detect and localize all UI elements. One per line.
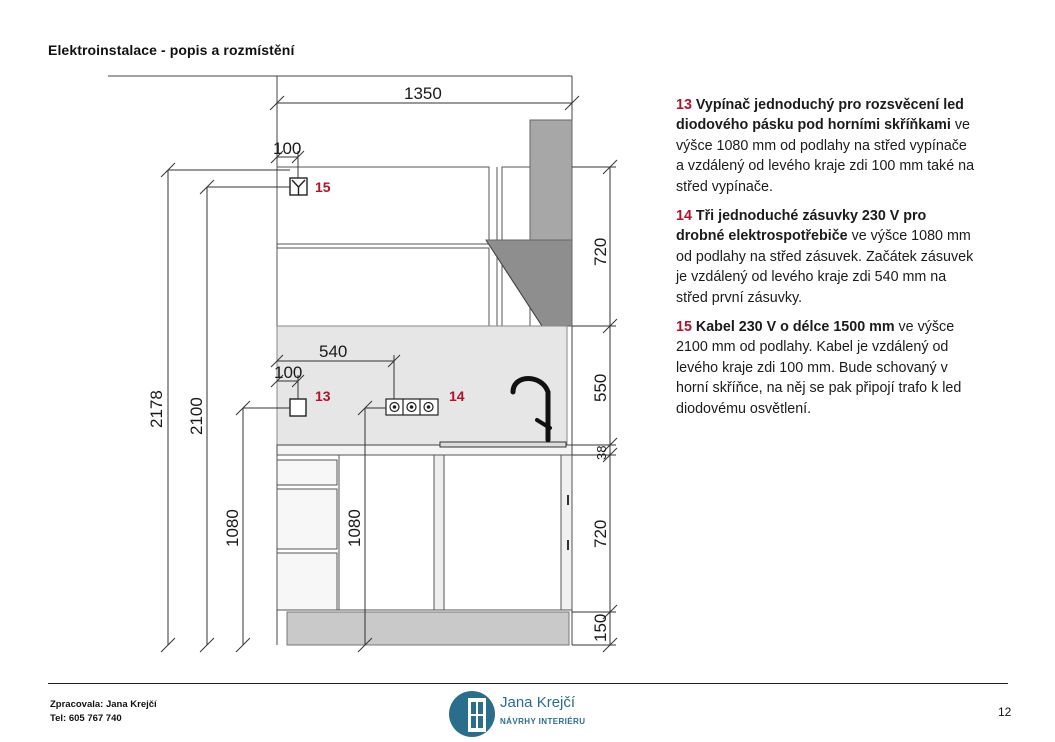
dim-total-width: 1350 [404, 84, 442, 103]
note-sockets: 14 Tři jednoduché zásuvky 230 V pro drobné elektrospotřebiče ve výšce 1080 mm od podlahy na střed zásuvek. Začátek zásuvek je vzdálený od levého kraje zdi 540 mm na střed první zásuvky. [676, 208, 974, 306]
dim-height-sockets: 1080 [345, 509, 364, 547]
switch-symbol [290, 399, 306, 416]
footer-contact [50, 698, 157, 726]
author-phone: Tel: 605 767 740 [50, 713, 122, 724]
dim-offset-top: 100 [273, 139, 302, 158]
socket-symbols [386, 399, 438, 415]
logo-tagline: NÁVRHY INTERIÉRU [500, 717, 586, 726]
dim-offset-socket: 540 [319, 342, 348, 361]
page-title: Elektroinstalace - popis a rozmístění [48, 42, 295, 58]
logo-mark-icon [448, 690, 498, 740]
cable-symbol [290, 178, 307, 195]
logo-name: Jana Krejčí [500, 694, 576, 711]
installation-notes [676, 95, 976, 428]
dim-lower-cabinet: 720 [591, 519, 610, 548]
dim-worktop: 38 [594, 445, 609, 460]
note-switch: 13 Vypínač jednoduchý pro rozsvěcení led diodového pásku pod horními skříňkami ve výšce 1080 mm od podlahy na střed vypínače a vzdálený od levého kraje zdi 100 mm také na střed vypínače. [676, 97, 975, 195]
dim-backsplash: 550 [591, 373, 610, 402]
marker-cable: 15 [315, 179, 331, 195]
dim-height-cable: 2100 [187, 397, 206, 435]
dim-plinth: 150 [591, 613, 610, 642]
company-logo [448, 690, 588, 740]
lower-cabinets [277, 455, 572, 610]
dim-offset-switch: 100 [274, 363, 303, 382]
dim-upper-cabinet: 720 [591, 237, 610, 266]
dim-height-switch: 1080 [223, 509, 242, 547]
author-name: Zpracovala: Jana Krejčí [50, 699, 157, 710]
page-number: 12 [998, 705, 1012, 719]
marker-switch: 13 [315, 388, 331, 404]
dim-total-height: 2178 [147, 390, 166, 428]
marker-sockets: 14 [449, 388, 465, 404]
plinth [287, 612, 569, 645]
note-cable: 15 Kabel 230 V o délce 1500 mm ve výšce 2100 mm od podlahy. Kabel je vzdálený od levého kraje zdi 100 mm. Bude schovaný v horní skříňce, na něj se pak připojí trafo k led diodovému osvětlení. [676, 319, 962, 417]
footer-divider [48, 683, 1008, 684]
sink [440, 442, 566, 447]
